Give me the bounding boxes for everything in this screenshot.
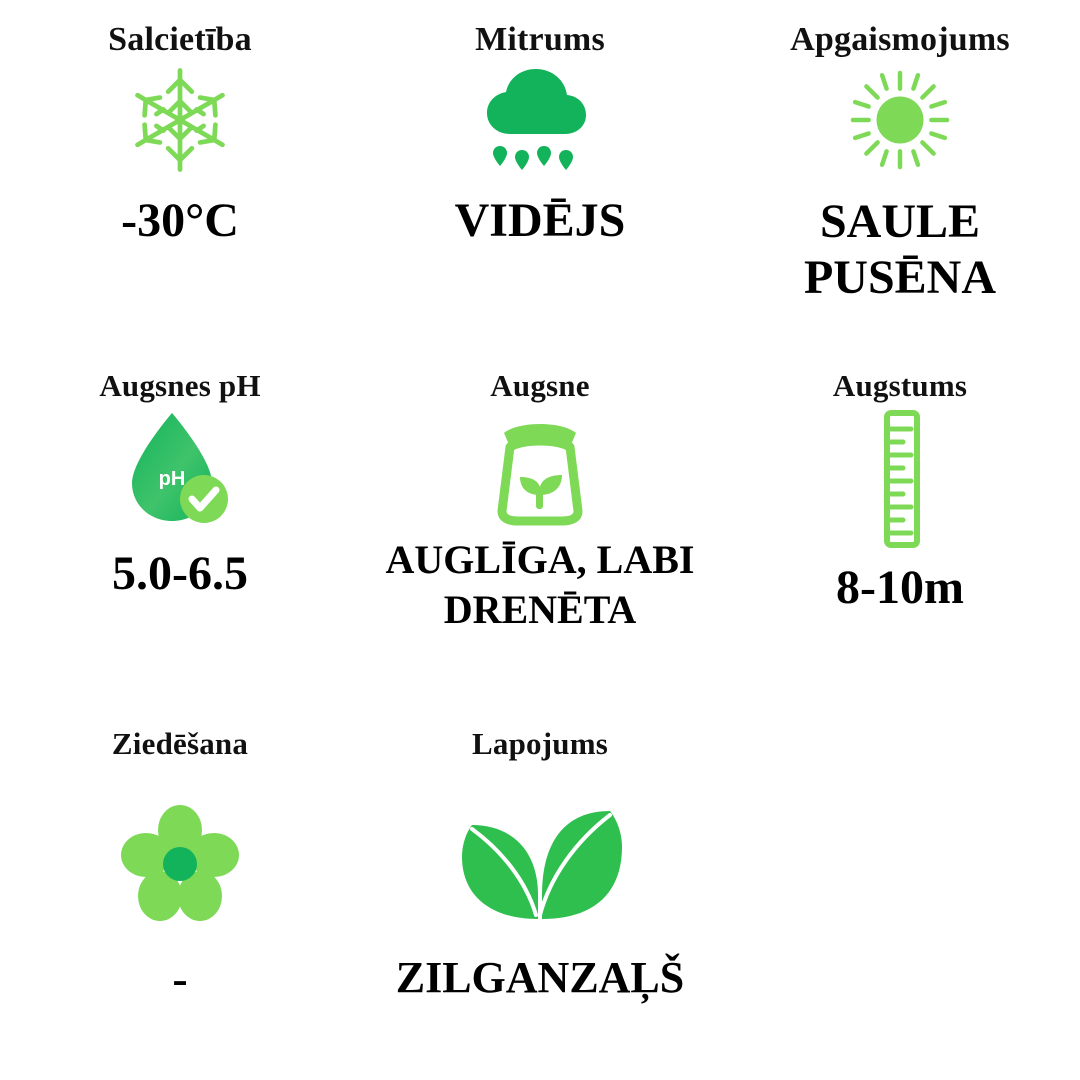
card-hardiness-value: -30°C [121, 193, 239, 247]
card-light-title: Apgaismojums [790, 21, 1010, 58]
card-humidity-title: Mitrums [475, 21, 605, 58]
leaves-icon [450, 789, 630, 939]
card-ph-value: 5.0-6.5 [112, 546, 248, 600]
card-height-value: 8-10m [836, 560, 964, 614]
card-ph [0, 360, 360, 720]
card-light-value: SAULE PUSĒNA [803, 194, 997, 305]
sun-icon [844, 64, 956, 176]
card-hardiness-title: Salcietība [108, 21, 252, 58]
card-hardiness [0, 0, 360, 360]
card-bloom-title: Ziedēšana [111, 726, 249, 761]
card-bloom [0, 720, 360, 1080]
ruler-icon [865, 409, 935, 549]
snowflake-icon [121, 64, 239, 176]
soil-bag-icon [474, 409, 606, 529]
card-foliage-value: ZILGANZAĻŠ [395, 952, 685, 1002]
card-foliage-title: Lapojums [472, 726, 608, 761]
card-ph-title: Augsnes pH [99, 368, 261, 403]
card-height-title: Augstums [832, 368, 968, 403]
card-soil-value: AUGLĪGA, LABI DRENĒTA [385, 536, 695, 632]
card-humidity [360, 0, 720, 360]
flower-icon [116, 789, 244, 939]
ph-droplet-icon [126, 409, 234, 529]
card-light [720, 0, 1080, 360]
svg-text:pH: pH [158, 467, 186, 490]
card-humidity-value: VIDĒJS [454, 193, 626, 247]
card-height [720, 360, 1080, 720]
card-bloom-value: - [172, 952, 188, 1004]
card-foliage [360, 720, 720, 1080]
card-soil [360, 360, 720, 720]
card-soil-title: Augsne [490, 368, 590, 403]
rain-cloud-icon [476, 64, 604, 176]
